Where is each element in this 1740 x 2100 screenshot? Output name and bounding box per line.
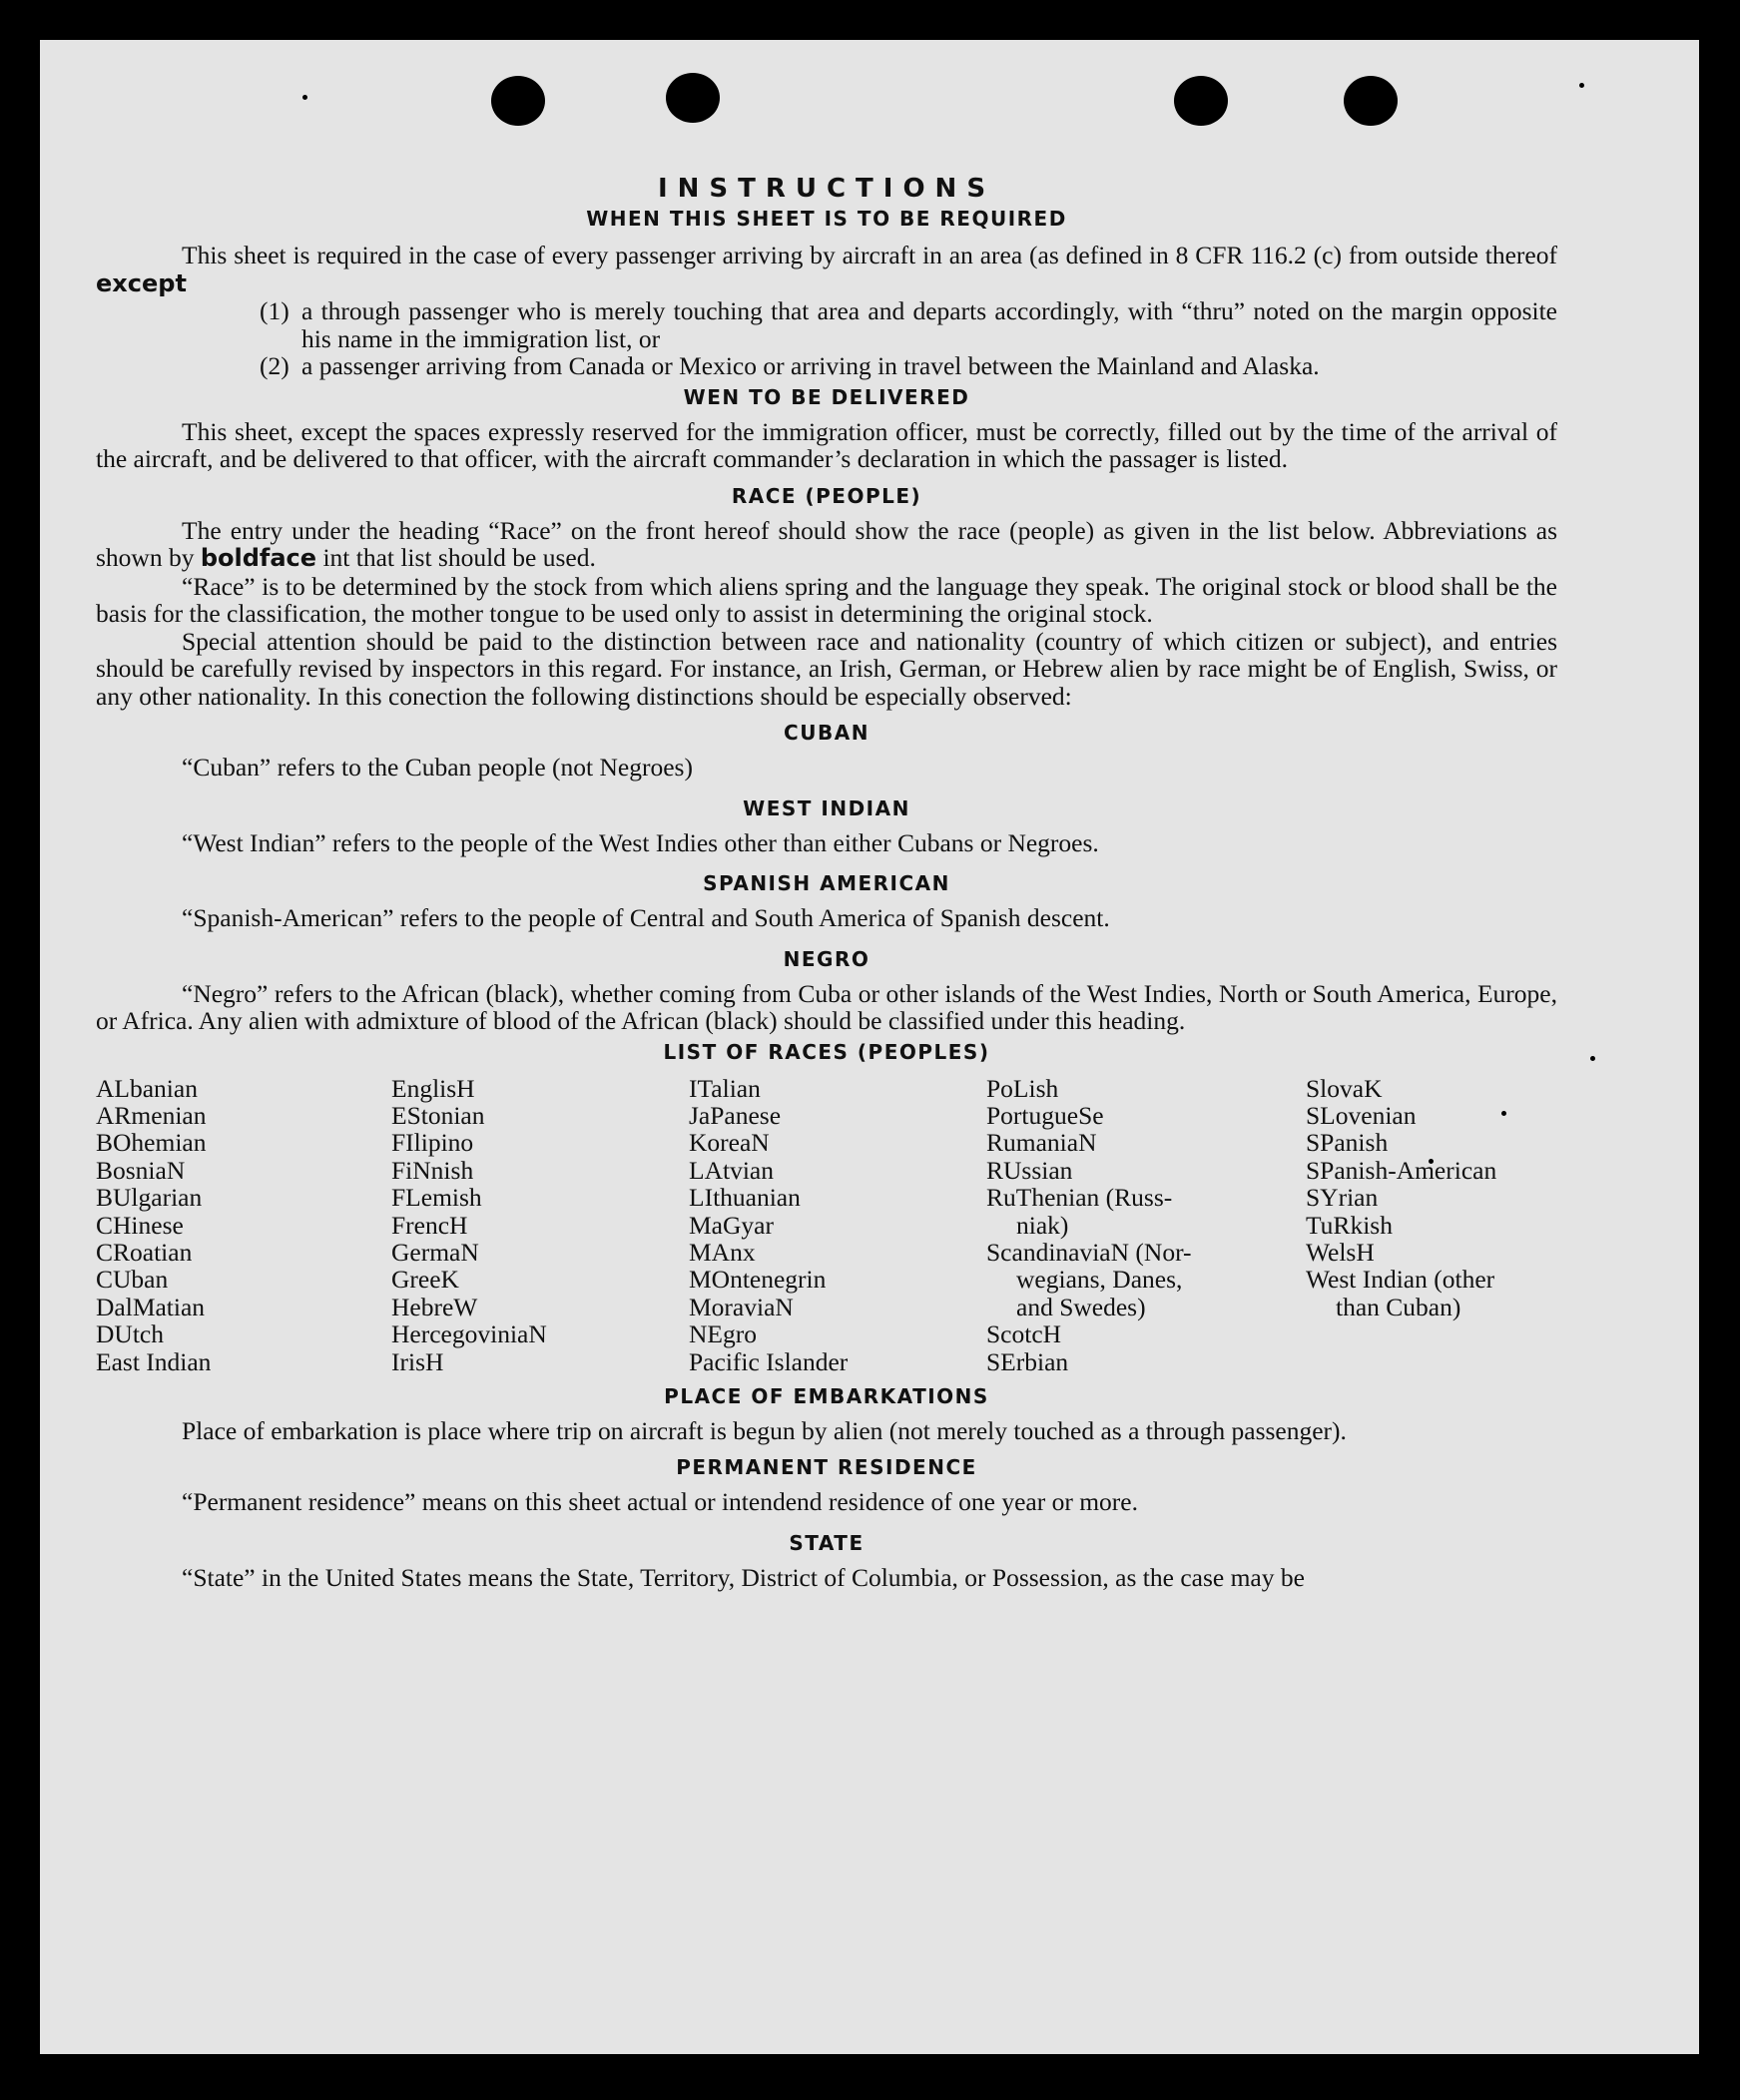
race-entry: GermaN	[391, 1237, 479, 1267]
race-entry: IrisH	[391, 1346, 444, 1376]
list-item: (2) a passenger arriving from Canada or Mexico or arriving in travel between the Mainland and Alaska.	[260, 351, 1320, 380]
speck	[302, 95, 307, 100]
races-column-1	[96, 1075, 391, 1375]
race-entry: ARmenian	[96, 1100, 207, 1130]
bold-except: except	[96, 268, 187, 297]
race-entry: SLovenian	[1306, 1100, 1417, 1130]
race-entry: SYrian	[1306, 1183, 1379, 1213]
race-entry: PoLish	[986, 1073, 1059, 1103]
section-heading-delivered: WEN TO BE DELIVERED	[683, 384, 970, 409]
west-indian-paragraph: “West Indian” refers to the people of the West Indies other than either Cubans or Negroes.	[182, 827, 1099, 857]
punch-hole	[491, 76, 545, 126]
bold-boldface: boldface	[200, 544, 317, 572]
speck	[1590, 1056, 1595, 1061]
races-column-3	[689, 1075, 986, 1375]
section-heading-cuban: CUBAN	[784, 721, 870, 745]
race-entry: LAtvian	[689, 1155, 774, 1185]
section-heading-residence: PERMANENT RESIDENCE	[676, 1455, 977, 1480]
page-title: INSTRUCTIONS	[657, 174, 996, 204]
race-entry: SPanish-American	[1306, 1155, 1497, 1185]
state-paragraph: “State” in the United States means the State, Territory, District of Columbia, or Possession, as the case may be	[182, 1562, 1305, 1592]
punch-hole	[666, 73, 720, 123]
race-entry: RUssian	[986, 1155, 1073, 1185]
race-paragraph-2: “Race” is to be determined by the stock from which aliens spring and the language they speak. The original stock or blood shall be the basis for the classification, the mother tongue to be used only to assist in determining the original stock.	[96, 571, 1557, 628]
races-table	[96, 1075, 1557, 1375]
race-entry: SErbian	[986, 1346, 1069, 1376]
section-heading-required: WHEN THIS SHEET IS TO BE REQUIRED	[586, 207, 1067, 231]
race-entry: GreeK	[391, 1265, 459, 1295]
section-heading-state: STATE	[789, 1530, 865, 1555]
race-entry: CHinese	[96, 1210, 184, 1240]
section-heading-negro: NEGRO	[783, 946, 870, 971]
section-heading-west-indian: WEST INDIAN	[743, 795, 910, 820]
race-entry: FiNnish	[391, 1155, 474, 1185]
race-entry-continuation: than Cuban)	[1336, 1292, 1461, 1321]
embarkation-paragraph: Place of embarkation is place where trip on aircraft is begun by alien (not merely touched as a through passenger).	[182, 1415, 1347, 1445]
races-column-5	[1306, 1075, 1557, 1375]
race-entry: LIthuanian	[689, 1183, 801, 1213]
race-entry: East Indian	[96, 1346, 212, 1376]
negro-paragraph: “Negro” refers to the African (black), whether coming from Cuba or other islands of the West Indies, North or South America, Europe, or Africa. Any alien with admixture of blood of the African (black) should be classified under this heading.	[96, 978, 1557, 1035]
race-entry: RumaniaN	[986, 1128, 1097, 1158]
race-entry: SPanish	[1306, 1128, 1389, 1158]
race-entry: ITalian	[689, 1073, 761, 1103]
race-entry: WelsH	[1306, 1237, 1375, 1267]
race-entry: RuThenian (Russ-	[986, 1183, 1173, 1213]
race-entry: DUtch	[96, 1319, 164, 1349]
race-entry: BOhemian	[96, 1128, 207, 1158]
race-entry: BosniaN	[96, 1155, 186, 1185]
punch-hole	[1174, 76, 1228, 126]
race-entry: ScotcH	[986, 1319, 1062, 1349]
race-entry: FLemish	[391, 1183, 482, 1213]
race-paragraph-3: Special attention should be paid to the distinction between race and nationality (country of which citizen or subject), and entries should be carefully revised by inspectors in this regard. For instance, an Irish, German, or Hebrew alien by race might be of English, Swiss, or any other nationality. In this conection the following distinctions should be especially observed:	[96, 626, 1557, 711]
race-entry: CUban	[96, 1265, 169, 1295]
race-entry: FrencH	[391, 1210, 468, 1240]
race-entry: FIlipino	[391, 1128, 474, 1158]
race-entry: BUlgarian	[96, 1183, 203, 1213]
race-entry: ALbanian	[96, 1073, 198, 1103]
race-entry: SlovaK	[1306, 1073, 1383, 1103]
race-entry: HercegoviniaN	[391, 1319, 547, 1349]
race-entry: CRoatian	[96, 1237, 193, 1267]
race-paragraph-1: The entry under the heading “Race” on the front hereof should show the race (people) as given in the list below. Abbreviations as shown by boldface int that list should be used.	[96, 515, 1557, 572]
race-entry: HebreW	[391, 1292, 478, 1321]
delivered-paragraph: This sheet, except the spaces expressly reserved for the immigration officer, must be correctly, filled out by the time of the arrival of the aircraft, and be delivered to that officer, with the aircraft commander’s declaration in which the passager is listed.	[96, 416, 1557, 473]
race-entry-continuation: niak)	[1016, 1210, 1069, 1240]
race-entry: DalMatian	[96, 1292, 206, 1321]
race-entry-continuation: wegians, Danes,	[1016, 1265, 1183, 1295]
punch-hole	[1344, 76, 1398, 126]
section-heading-spanish-american: SPANISH AMERICAN	[703, 871, 950, 895]
race-entry: West Indian (other	[1306, 1265, 1495, 1295]
list-item: (1) a through passenger who is merely touching that area and departs accordingly, with “thru” noted on the margin opposite his name in the immigration list, or	[260, 296, 1557, 353]
races-column-4	[986, 1075, 1306, 1375]
race-entry: EStonian	[391, 1100, 485, 1130]
instructions-body	[96, 176, 1557, 1591]
race-entry: MoraviaN	[689, 1292, 794, 1321]
race-entry: EnglisH	[391, 1073, 475, 1103]
race-entry: JaPanese	[689, 1100, 782, 1130]
section-heading-embarkation: PLACE OF EMBARKATIONS	[664, 1383, 989, 1408]
race-entry: ScandinaviaN (Nor-	[986, 1237, 1192, 1267]
race-entry: MOntenegrin	[689, 1265, 827, 1295]
spanish-american-paragraph: “Spanish-American” refers to the people of Central and South America of Spanish descent.	[182, 903, 1110, 932]
race-entry: MAnx	[689, 1237, 756, 1267]
race-entry: MaGyar	[689, 1210, 774, 1240]
required-paragraph: This sheet is required in the case of every passenger arriving by aircraft in an area (as defined in 8 CFR 116.2 (c) from outside thereof except	[96, 241, 1557, 297]
cuban-paragraph: “Cuban” refers to the Cuban people (not Negroes)	[182, 753, 693, 782]
race-entry: KoreaN	[689, 1128, 770, 1158]
section-heading-list-of-races: LIST OF RACES (PEOPLES)	[663, 1039, 990, 1064]
race-entry: PortugueSe	[986, 1100, 1104, 1130]
race-entry: Pacific Islander	[689, 1346, 849, 1376]
speck	[1579, 83, 1584, 88]
section-heading-race: RACE (PEOPLE)	[731, 483, 922, 508]
race-entry: NEgro	[689, 1319, 757, 1349]
races-column-2	[391, 1075, 689, 1375]
race-entry: TuRkish	[1306, 1210, 1393, 1240]
race-entry-continuation: and Swedes)	[1016, 1292, 1146, 1321]
residence-paragraph: “Permanent residence” means on this sheet actual or intendend residence of one year or more.	[182, 1487, 1138, 1517]
